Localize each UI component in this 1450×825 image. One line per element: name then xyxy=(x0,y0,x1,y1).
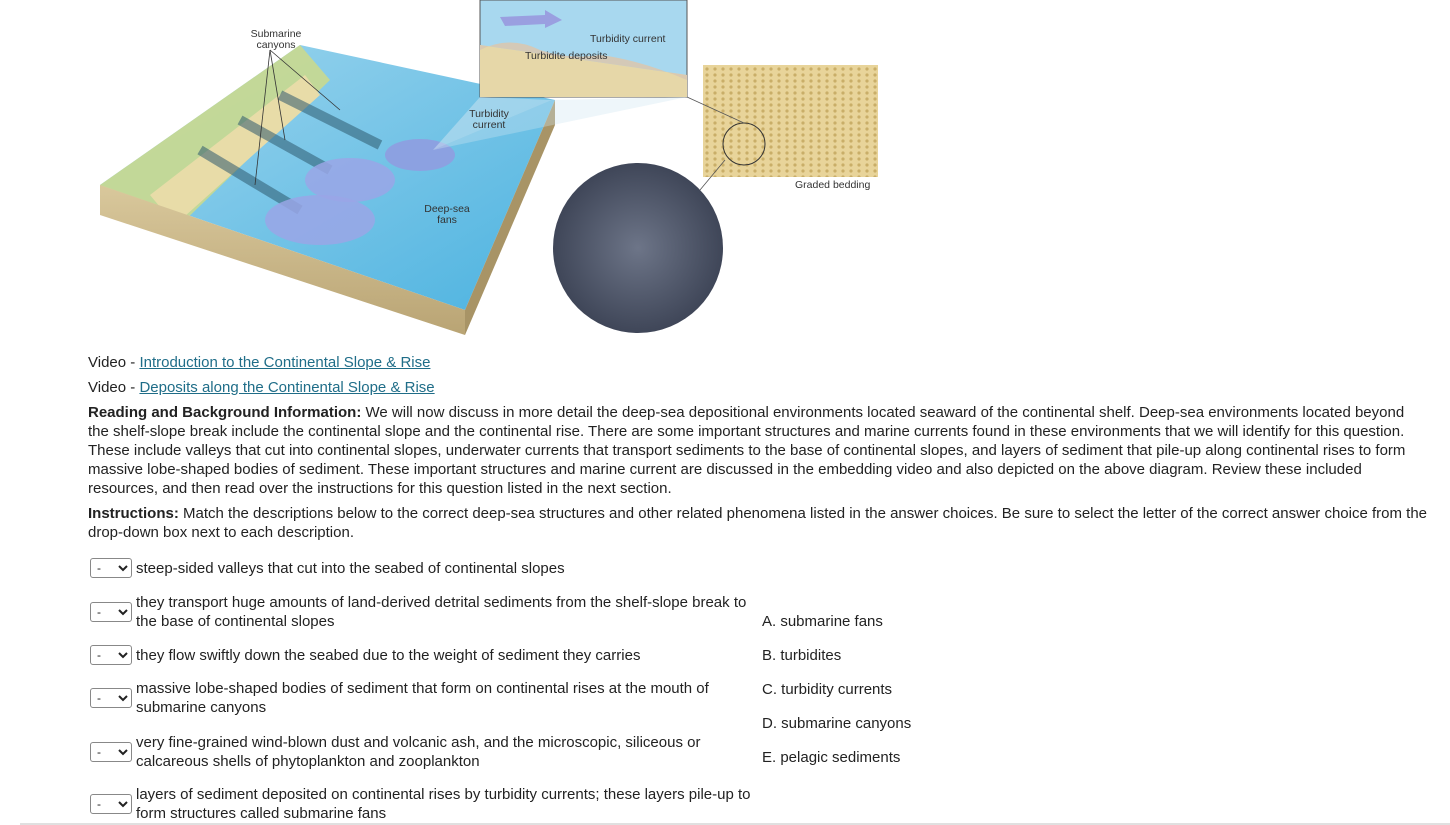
inset-turbidity-current xyxy=(433,0,687,150)
matching-question xyxy=(90,556,1090,825)
video-prefix: Video - xyxy=(88,354,140,371)
label-submarine-canyons-1: Submarine xyxy=(250,28,302,40)
answer-dropdown-1[interactable] xyxy=(90,558,132,578)
answer-dropdown-2[interactable] xyxy=(90,602,132,622)
answer-choice-a: A. submarine fans xyxy=(762,613,883,630)
label-deep-sea-fans-1: Deep-sea xyxy=(424,203,470,215)
answer-dropdown-3[interactable] xyxy=(90,645,132,665)
instructions-paragraph xyxy=(88,504,1428,542)
video-link-deposits[interactable]: Deposits along the Continental Slope & Rise xyxy=(139,379,435,396)
question-text-1: steep-sided valleys that cut into the seabed of continental slopes xyxy=(136,559,565,577)
answer-choice-e: E. pelagic sediments xyxy=(762,749,901,766)
question-row-5 xyxy=(90,733,754,771)
graded-bedding-panel xyxy=(687,65,878,190)
question-text-3: they flow swiftly down the seabed due to the weight of sediment they carries xyxy=(136,646,641,664)
label-graded-bedding: Graded bedding xyxy=(795,179,871,191)
question-row-4 xyxy=(90,679,754,717)
answer-choice-d: D. submarine canyons xyxy=(762,715,912,732)
content-area xyxy=(88,353,1428,548)
answer-dropdown-6[interactable] xyxy=(90,794,132,814)
question-text-5: very fine-grained wind-blown dust and volcanic ash, and the microscopic, siliceous or calcareous shells of phytoplankton and zooplankton xyxy=(136,734,701,770)
video-line-2 xyxy=(88,378,1428,397)
question-row-3 xyxy=(90,645,754,665)
question-row-6 xyxy=(90,785,754,823)
question-text-6: layers of sediment deposited on continental rises by turbidity currents; these layers pile-up to form structures called submarine fans xyxy=(136,786,751,822)
instructions-heading: Instructions: xyxy=(88,505,179,522)
reading-paragraph xyxy=(88,403,1428,498)
answer-dropdown-4[interactable] xyxy=(90,688,132,708)
answer-choice-c: C. turbidity currents xyxy=(762,681,893,698)
label-turbidity-current-1: Turbidity xyxy=(469,108,509,120)
video-prefix: Video - xyxy=(88,379,140,396)
deep-sea-diagram xyxy=(0,0,900,345)
label-submarine-canyons-2: canyons xyxy=(256,39,296,51)
label-deep-sea-fans-2: fans xyxy=(437,214,457,226)
label-turbidite-deposits: Turbidite deposits xyxy=(525,50,608,62)
instructions-text: Match the descriptions below to the correct deep-sea structures and other related phenomena listed in the answer choices. Be sure to select the letter of the correct answer choice from the drop-down box next to each description. xyxy=(88,505,1428,541)
label-turbidity-current-2: current xyxy=(472,119,506,131)
reading-heading: Reading and Background Information: xyxy=(88,404,362,421)
answer-choice-b: B. turbidites xyxy=(762,647,842,664)
label-turbidity-current-inset: Turbidity current xyxy=(590,33,666,45)
question-row-2 xyxy=(90,593,754,631)
reading-text: We will now discuss in more detail the deep-sea depositional environments located seaward of the continental shelf. Deep-sea environments located beyond the shelf-slope break include the continental slope and the continental rise. There are some important structures and marine currents found in these environments that we will identify for this question. These include valleys that cut into continental slopes, underwater currents that transport sediments to the base of continental slopes, and layers of sediment that pile-up along continental rises to form massive lobe-shaped bodies of sediment. These important structures and marine current are discussed in the embedding video and also depicted on the above diagram. Review these included resources, and then read over the instructions for this question listed in the next section. xyxy=(88,404,1406,497)
video-line-1 xyxy=(88,353,1428,372)
answer-dropdown-5[interactable] xyxy=(90,742,132,762)
video-link-intro[interactable]: Introduction to the Continental Slope & Rise xyxy=(139,354,431,371)
rock-sample-photo xyxy=(553,163,723,333)
question-text-4: massive lobe-shaped bodies of sediment that form on continental rises at the mouth of submarine canyons xyxy=(136,680,709,716)
question-text-2: they transport huge amounts of land-derived detrital sediments from the shelf-slope break to the base of continental slopes xyxy=(136,594,747,630)
question-row-1 xyxy=(90,558,754,578)
